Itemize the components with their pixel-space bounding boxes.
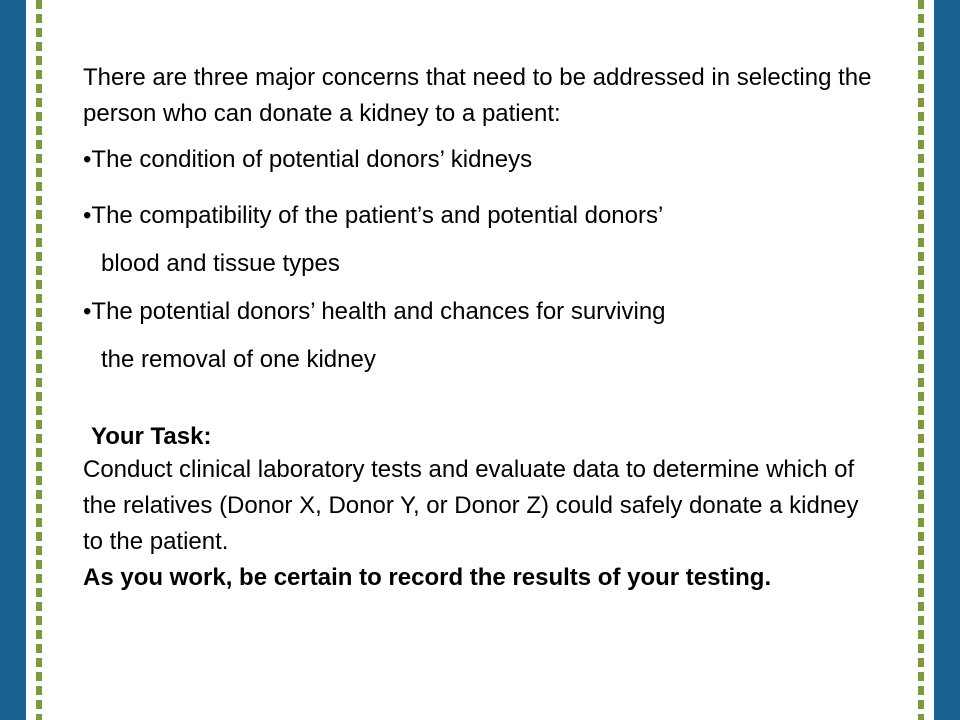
slide-content <box>83 60 873 596</box>
bullet-text: The potential donors’ health and chances for surviving <box>91 298 666 325</box>
task-heading: Your Task: <box>91 423 212 450</box>
bullet-marker: • <box>83 298 92 325</box>
bullet-text: The compatibility of the patient’s and potential donors’ <box>91 202 664 229</box>
intro-paragraph: There are three major concerns that need to be addressed in selecting the person who can donate a kidney to a patient: <box>83 64 872 127</box>
bullet-marker: • <box>83 146 92 173</box>
bullet-item-compatibility <box>83 192 873 288</box>
task-emphasis: As you work, be certain to record the results of your testing. <box>83 564 772 591</box>
bullet-text-continuation: blood and tissue types <box>101 250 340 277</box>
task-description: Conduct clinical laboratory tests and evaluate data to determine which of the relatives (Donor X, Donor Y, or Donor Z) could safely donate a kidney to the patient. <box>83 456 859 555</box>
bullet-text-continuation: the removal of one kidney <box>101 346 376 373</box>
right-border-bar <box>934 0 960 720</box>
bullet-marker: • <box>83 202 92 229</box>
bullet-item-donor-health <box>83 288 873 384</box>
left-dashed-line <box>36 0 42 720</box>
left-border-bar <box>0 0 26 720</box>
bullet-text: The condition of potential donors’ kidneys <box>91 146 533 173</box>
bullet-item-kidney-condition <box>83 142 873 178</box>
right-dashed-line <box>918 0 924 720</box>
